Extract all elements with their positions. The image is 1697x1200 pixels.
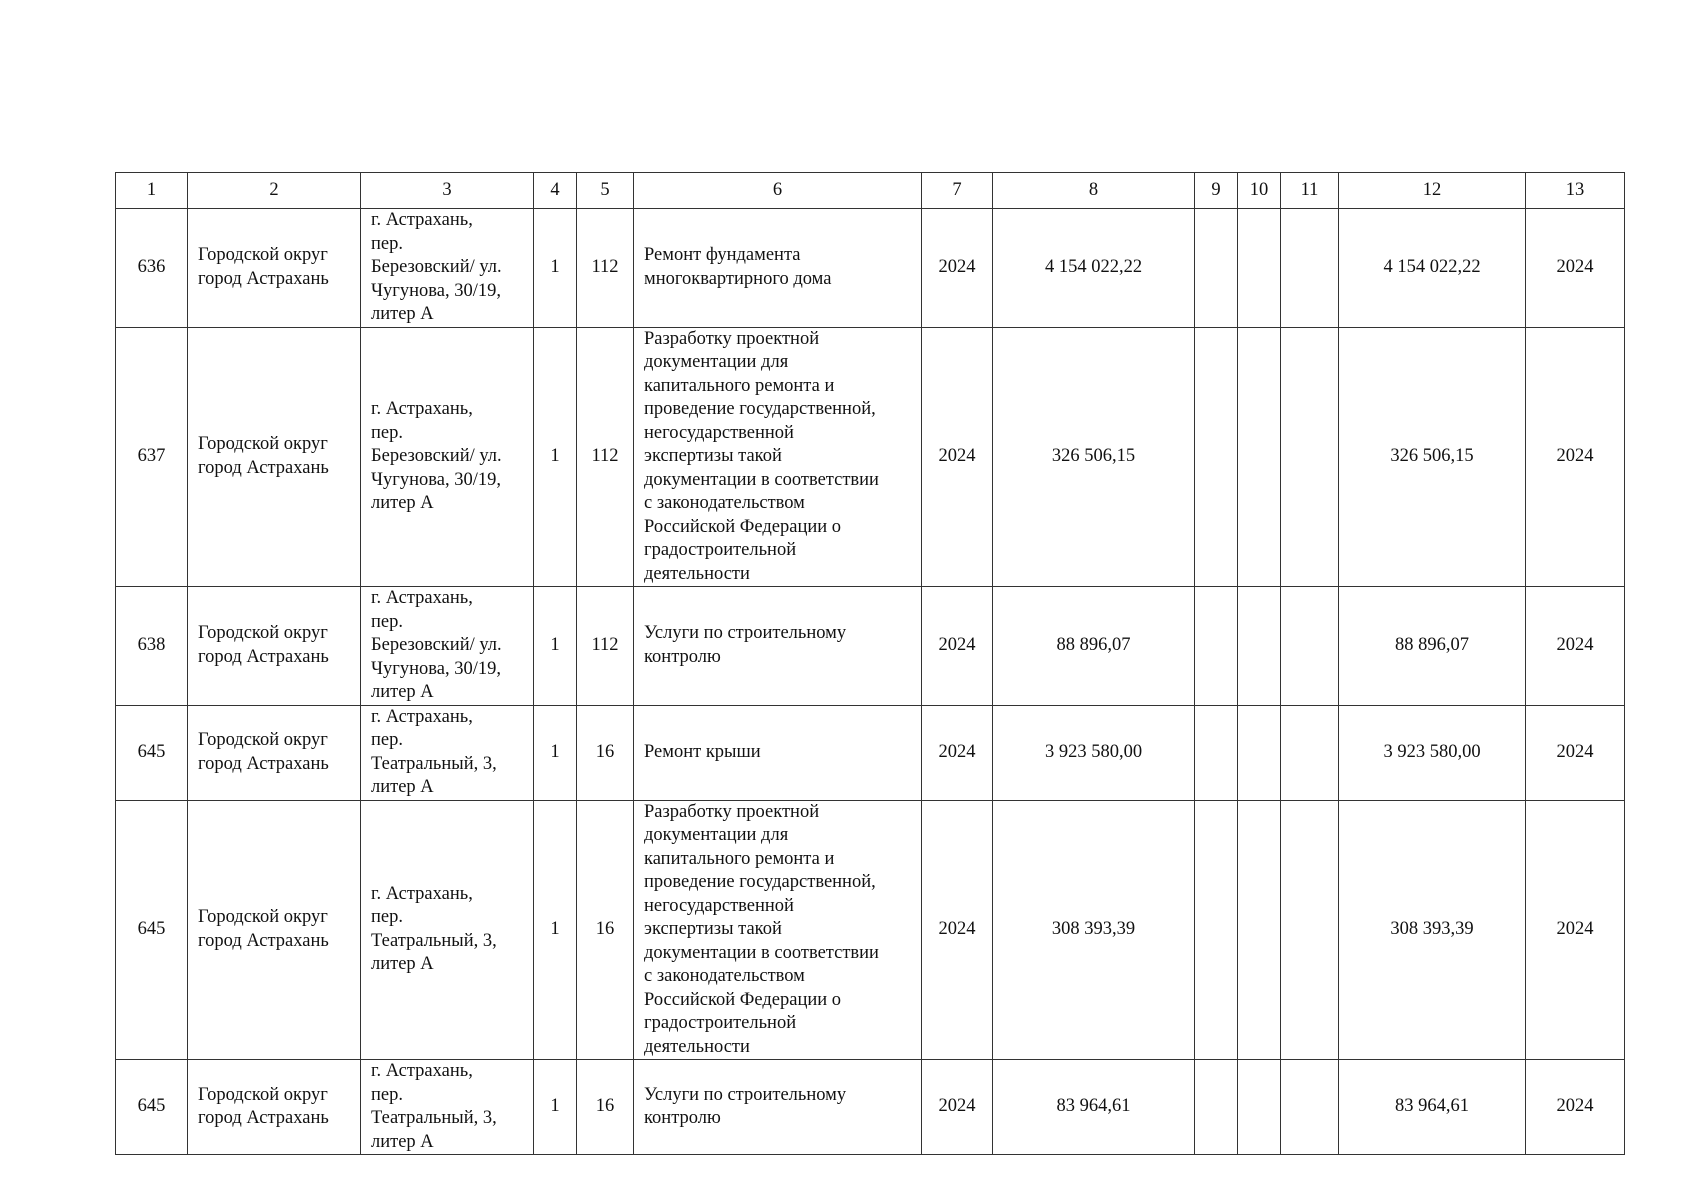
col13-cell: 2024 — [1526, 705, 1625, 800]
col13-cell: 2024 — [1526, 587, 1625, 706]
column-number-1: 1 — [116, 173, 188, 209]
col10-cell — [1238, 327, 1281, 587]
address-cell: г. Астрахань, пер. Березовский/ ул. Чугунова, 30/19, литер А — [361, 209, 534, 328]
row-number: 645 — [116, 1060, 188, 1155]
cost-cell: 326 506,15 — [993, 327, 1195, 587]
district-cell: Городской округ город Астрахань — [188, 1060, 361, 1155]
col10-cell — [1238, 209, 1281, 328]
column-number-4: 4 — [534, 173, 577, 209]
cost-cell: 4 154 022,22 — [993, 209, 1195, 328]
column-number-5: 5 — [577, 173, 634, 209]
col9-cell — [1195, 327, 1238, 587]
col12-cell: 88 896,07 — [1339, 587, 1526, 706]
row-number: 645 — [116, 705, 188, 800]
district-cell: Городской округ город Астрахань — [188, 209, 361, 328]
col4-cell: 1 — [534, 587, 577, 706]
col9-cell — [1195, 800, 1238, 1060]
column-number-8: 8 — [993, 173, 1195, 209]
column-number-3: 3 — [361, 173, 534, 209]
col5-cell: 16 — [577, 800, 634, 1060]
col4-cell: 1 — [534, 327, 577, 587]
district-cell: Городской округ город Астрахань — [188, 327, 361, 587]
row-number: 636 — [116, 209, 188, 328]
column-number-12: 12 — [1339, 173, 1526, 209]
col11-cell — [1281, 1060, 1339, 1155]
table-row — [116, 209, 1625, 328]
col13-cell: 2024 — [1526, 209, 1625, 328]
header-row — [116, 173, 1625, 209]
column-number-10: 10 — [1238, 173, 1281, 209]
col12-cell: 3 923 580,00 — [1339, 705, 1526, 800]
column-number-2: 2 — [188, 173, 361, 209]
col4-cell: 1 — [534, 800, 577, 1060]
column-number-11: 11 — [1281, 173, 1339, 209]
work-type-cell: Услуги по строительному контролю — [634, 1060, 922, 1155]
year-cell: 2024 — [922, 587, 993, 706]
col11-cell — [1281, 587, 1339, 706]
column-number-13: 13 — [1526, 173, 1625, 209]
col4-cell: 1 — [534, 705, 577, 800]
col9-cell — [1195, 1060, 1238, 1155]
cost-cell: 83 964,61 — [993, 1060, 1195, 1155]
district-cell: Городской округ город Астрахань — [188, 587, 361, 706]
address-cell: г. Астрахань, пер. Березовский/ ул. Чугунова, 30/19, литер А — [361, 587, 534, 706]
cost-cell: 3 923 580,00 — [993, 705, 1195, 800]
col10-cell — [1238, 705, 1281, 800]
col5-cell: 112 — [577, 209, 634, 328]
year-cell: 2024 — [922, 327, 993, 587]
col10-cell — [1238, 800, 1281, 1060]
cost-cell: 308 393,39 — [993, 800, 1195, 1060]
col12-cell: 4 154 022,22 — [1339, 209, 1526, 328]
work-type-cell: Разработку проектной документации для капитального ремонта и проведение государственной, негосударственной экспертизы такой документации в соответствии с законодательством Российской Федерации о градостроительной деятельности — [634, 800, 922, 1060]
col5-cell: 16 — [577, 1060, 634, 1155]
col10-cell — [1238, 1060, 1281, 1155]
col13-cell: 2024 — [1526, 800, 1625, 1060]
col10-cell — [1238, 587, 1281, 706]
row-number: 637 — [116, 327, 188, 587]
col12-cell: 326 506,15 — [1339, 327, 1526, 587]
col11-cell — [1281, 209, 1339, 328]
col9-cell — [1195, 209, 1238, 328]
work-type-cell: Ремонт крыши — [634, 705, 922, 800]
col13-cell: 2024 — [1526, 1060, 1625, 1155]
year-cell: 2024 — [922, 209, 993, 328]
year-cell: 2024 — [922, 705, 993, 800]
column-number-9: 9 — [1195, 173, 1238, 209]
table-row — [116, 1060, 1625, 1155]
col12-cell: 83 964,61 — [1339, 1060, 1526, 1155]
cost-cell: 88 896,07 — [993, 587, 1195, 706]
col13-cell: 2024 — [1526, 327, 1625, 587]
address-cell: г. Астрахань, пер. Театральный, 3, литер А — [361, 705, 534, 800]
year-cell: 2024 — [922, 800, 993, 1060]
column-number-7: 7 — [922, 173, 993, 209]
table-row — [116, 327, 1625, 587]
table-row — [116, 587, 1625, 706]
col5-cell: 112 — [577, 587, 634, 706]
col9-cell — [1195, 587, 1238, 706]
col11-cell — [1281, 327, 1339, 587]
address-cell: г. Астрахань, пер. Театральный, 3, литер А — [361, 800, 534, 1060]
col12-cell: 308 393,39 — [1339, 800, 1526, 1060]
col11-cell — [1281, 705, 1339, 800]
district-cell: Городской округ город Астрахань — [188, 705, 361, 800]
col5-cell: 16 — [577, 705, 634, 800]
col11-cell — [1281, 800, 1339, 1060]
row-number: 645 — [116, 800, 188, 1060]
address-cell: г. Астрахань, пер. Театральный, 3, литер А — [361, 1060, 534, 1155]
work-type-cell: Разработку проектной документации для капитального ремонта и проведение государственной, негосударственной экспертизы такой документации в соответствии с законодательством Российской Федерации о градостроительной деятельности — [634, 327, 922, 587]
year-cell: 2024 — [922, 1060, 993, 1155]
work-type-cell: Ремонт фундамента многоквартирного дома — [634, 209, 922, 328]
row-number: 638 — [116, 587, 188, 706]
table-row — [116, 705, 1625, 800]
program-table — [115, 172, 1625, 1155]
column-number-6: 6 — [634, 173, 922, 209]
district-cell: Городской округ город Астрахань — [188, 800, 361, 1060]
col4-cell: 1 — [534, 1060, 577, 1155]
col9-cell — [1195, 705, 1238, 800]
col4-cell: 1 — [534, 209, 577, 328]
table-row — [116, 800, 1625, 1060]
address-cell: г. Астрахань, пер. Березовский/ ул. Чугунова, 30/19, литер А — [361, 327, 534, 587]
work-type-cell: Услуги по строительному контролю — [634, 587, 922, 706]
col5-cell: 112 — [577, 327, 634, 587]
